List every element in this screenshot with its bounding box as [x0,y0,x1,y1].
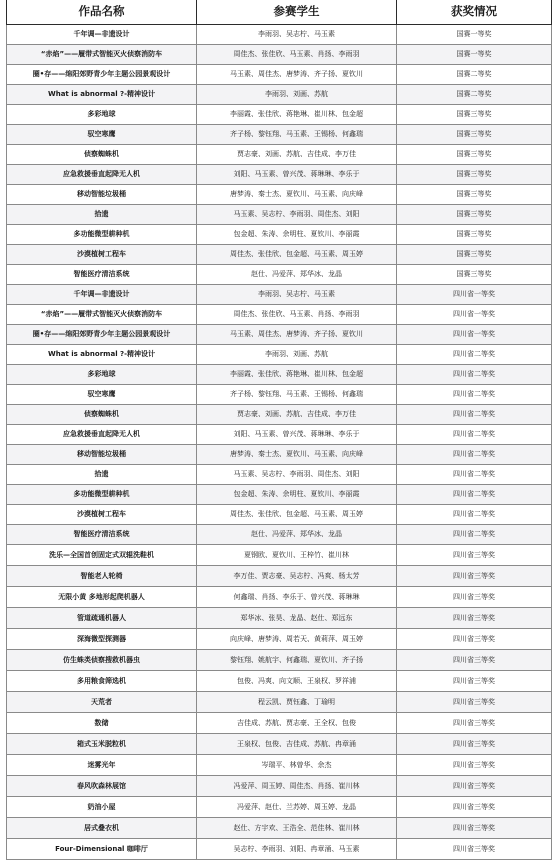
work-name-cell: 仿生蛛类侦察搜救机器虫 [7,650,197,671]
award-cell: 四川省三等奖 [397,713,552,734]
work-name-cell: 沙漠植树工程车 [7,505,197,525]
table-row [7,587,552,608]
work-name-cell: 圈•存——绵阳郊野青少年主题公园景观设计 [7,325,197,345]
table-row [7,385,552,405]
award-cell: 四川省二等奖 [397,485,552,505]
work-name-cell: 多功能微型耕种机 [7,225,197,245]
work-name-cell: 箱式玉米脱粒机 [7,734,197,755]
students-cell: 王泉权、包俊、吉佳成、苏航、冉章涌 [197,734,397,755]
table-row [7,405,552,425]
award-cell: 四川省二等奖 [397,445,552,465]
table-row [7,185,552,205]
table-row [7,839,552,860]
students-cell: 马玉素、吴志柠、李雨羽、周佳杰、刘阳 [197,465,397,485]
students-cell: 李丽霞、张佳欣、蒋艳琳、崔川林、包金超 [197,105,397,125]
award-cell: 国赛三等奖 [397,225,552,245]
table-row [7,608,552,629]
students-cell: 赵仕、方宇欢、王浩全、范佳林、崔川林 [197,818,397,839]
students-cell: 刘阳、马玉素、曾兴茂、蒋琳琳、李乐于 [197,165,397,185]
table-row [7,671,552,692]
table-row [7,265,552,285]
work-name-cell: 智能医疗清洁系统 [7,525,197,545]
students-cell: 贾志豪、刘画、苏航、吉佳成、李万佳 [197,405,397,425]
award-cell: 国赛三等奖 [397,105,552,125]
work-name-cell: 数储 [7,713,197,734]
award-cell: 国赛二等奖 [397,85,552,105]
students-cell: 齐子杨、黎钰翔、马玉素、王锡杨、何鑫瑞 [197,125,397,145]
award-cell: 四川省二等奖 [397,505,552,525]
work-name-cell: 深海微型探测器 [7,629,197,650]
table-row [7,65,552,85]
students-cell: 程云凯、贾钰鑫、丁瑜明 [197,692,397,713]
work-name-cell: 春风吹森林展馆 [7,776,197,797]
work-name-cell: What is abnormal ?-精神设计 [7,345,197,365]
header-award: 获奖情况 [397,0,552,25]
work-name-cell: 圈•存——绵阳郊野青少年主题公园景观设计 [7,65,197,85]
award-cell: 四川省三等奖 [397,650,552,671]
students-cell: 李万佳、贾志豪、吴志柠、冯爽、杨太芳 [197,566,397,587]
award-cell: 四川省三等奖 [397,692,552,713]
header-work-name: 作品名称 [7,0,197,25]
students-cell: 何鑫瑞、肖扬、李乐于、曾兴茂、蒋琳琳 [197,587,397,608]
work-name-cell: 应急救援垂直起降无人机 [7,425,197,445]
work-name-cell: 多彩地球 [7,105,197,125]
table-row [7,125,552,145]
table-row [7,485,552,505]
students-cell: 周佳杰、张佳欣、马玉素、肖扬、李雨羽 [197,305,397,325]
table-row [7,713,552,734]
table-row [7,797,552,818]
table-row [7,566,552,587]
students-cell: 马玉素、周佳杰、唐梦涛、齐子扬、夏钦川 [197,325,397,345]
table-row [7,165,552,185]
award-cell: 四川省一等奖 [397,325,552,345]
students-cell: 郑华冰、张昊、龙晶、赵仕、郑远东 [197,608,397,629]
table-row [7,205,552,225]
award-cell: 四川省三等奖 [397,839,552,860]
award-cell: 四川省一等奖 [397,285,552,305]
work-name-cell: 多彩地球 [7,365,197,385]
award-cell: 四川省三等奖 [397,629,552,650]
work-name-cell: “赤焰”——履带式智能灭火侦察消防车 [7,305,197,325]
award-cell: 四川省一等奖 [397,305,552,325]
students-cell: 吉佳成、苏航、贾志豪、王全权、包俊 [197,713,397,734]
table-row [7,755,552,776]
work-name-cell: 智能医疗清洁系统 [7,265,197,285]
students-cell: 吴志柠、李雨羽、刘阳、冉章涌、马玉素 [197,839,397,860]
students-cell: 赵仕、冯爱萍、郑华冰、龙晶 [197,525,397,545]
work-name-cell: 移动智能垃圾桶 [7,445,197,465]
table-row [7,525,552,545]
table-row [7,285,552,305]
award-cell: 国赛二等奖 [397,65,552,85]
table-row [7,425,552,445]
table-row [7,245,552,265]
students-cell: 李雨羽、吴志柠、马玉素 [197,285,397,305]
table-header [7,0,552,25]
awards-table [6,0,552,860]
award-cell: 四川省二等奖 [397,345,552,365]
students-cell: 刘阳、马玉素、曾兴茂、蒋琳琳、李乐于 [197,425,397,445]
header-row [7,0,552,25]
award-cell: 四川省三等奖 [397,671,552,692]
work-name-cell: 移动智能垃圾桶 [7,185,197,205]
students-cell: 齐子杨、黎钰翔、马玉素、王锡杨、何鑫瑞 [197,385,397,405]
award-cell: 四川省三等奖 [397,734,552,755]
award-cell: 四川省三等奖 [397,818,552,839]
table-row [7,105,552,125]
students-cell: 夏钢欧、夏钦川、王梓竹、崔川林 [197,545,397,566]
work-name-cell: 多用粮食筛选机 [7,671,197,692]
work-name-cell: 侦察蜘蛛机 [7,405,197,425]
students-cell: 黎钰翔、姚航宇、何鑫瑞、夏钦川、齐子扬 [197,650,397,671]
award-cell: 四川省二等奖 [397,405,552,425]
work-name-cell: 驭空寒鹰 [7,125,197,145]
students-cell: 向庆峰、唐梦涛、周若天、黄莉萍、周玉婷 [197,629,397,650]
table-row [7,692,552,713]
table-row [7,225,552,245]
table-row [7,45,552,65]
students-cell: 周佳杰、张佳欣、马玉素、肖扬、李雨羽 [197,45,397,65]
table-row [7,145,552,165]
award-cell: 国赛一等奖 [397,45,552,65]
students-cell: 冯爱萍、周玉婷、周佳杰、肖扬、崔川林 [197,776,397,797]
header-students: 参赛学生 [197,0,397,25]
students-cell: 李雨羽、刘画、苏航 [197,85,397,105]
work-name-cell: 管道疏通机器人 [7,608,197,629]
work-name-cell: Four-Dimensional 咖啡厅 [7,839,197,860]
award-cell: 国赛三等奖 [397,185,552,205]
table-row [7,505,552,525]
work-name-cell: “赤焰”——履带式智能灭火侦察消防车 [7,45,197,65]
work-name-cell: 洗乐—全国首创固定式双辊洗鞋机 [7,545,197,566]
work-name-cell: 拾遗 [7,465,197,485]
work-name-cell: 应急救援垂直起降无人机 [7,165,197,185]
work-name-cell: 沙漠植树工程车 [7,245,197,265]
award-cell: 国赛三等奖 [397,265,552,285]
students-cell: 唐梦涛、秦士杰、夏钦川、马玉素、向庆峰 [197,185,397,205]
students-cell: 岑瑞平、林曾华、余杰 [197,755,397,776]
award-cell: 四川省三等奖 [397,776,552,797]
table-row [7,465,552,485]
award-cell: 四川省三等奖 [397,566,552,587]
award-cell: 四川省三等奖 [397,545,552,566]
table-body [7,25,552,860]
award-cell: 国赛三等奖 [397,205,552,225]
award-cell: 四川省二等奖 [397,465,552,485]
work-name-cell: 天荒者 [7,692,197,713]
award-cell: 四川省三等奖 [397,608,552,629]
award-cell: 四川省三等奖 [397,587,552,608]
table-row [7,629,552,650]
table-row [7,650,552,671]
award-cell: 国赛三等奖 [397,245,552,265]
table-row [7,734,552,755]
award-cell: 国赛一等奖 [397,25,552,45]
table-row [7,325,552,345]
students-cell: 周佳杰、张佳欣、包金超、马玉素、周玉婷 [197,505,397,525]
students-cell: 周佳杰、张佳欣、包金超、马玉素、周玉婷 [197,245,397,265]
students-cell: 贾志豪、刘画、苏航、吉佳成、李万佳 [197,145,397,165]
table-row [7,305,552,325]
award-cell: 四川省二等奖 [397,385,552,405]
table-row [7,545,552,566]
students-cell: 马玉素、吴志柠、李雨羽、周佳杰、刘阳 [197,205,397,225]
work-name-cell: What is abnormal ?-精神设计 [7,85,197,105]
award-cell: 国赛三等奖 [397,165,552,185]
work-name-cell: 千年调—非遗设计 [7,25,197,45]
work-name-cell: 侦察蜘蛛机 [7,145,197,165]
award-cell: 四川省二等奖 [397,525,552,545]
students-cell: 包金超、朱涛、余明柱、夏钦川、李丽霞 [197,225,397,245]
award-cell: 国赛三等奖 [397,145,552,165]
work-name-cell: 无限小黄 多地形起爬机器人 [7,587,197,608]
work-name-cell: 拾遗 [7,205,197,225]
table-row [7,776,552,797]
students-cell: 李丽霞、张佳欣、蒋艳琳、崔川林、包金超 [197,365,397,385]
students-cell: 包金超、朱涛、余明柱、夏钦川、李丽霞 [197,485,397,505]
work-name-cell: 智能老人轮椅 [7,566,197,587]
award-cell: 四川省二等奖 [397,425,552,445]
students-cell: 李雨羽、吴志柠、马玉素 [197,25,397,45]
students-cell: 包俊、冯爽、向文顺、王泉权、罗祥浦 [197,671,397,692]
work-name-cell: 多功能微型耕种机 [7,485,197,505]
table-row [7,25,552,45]
table-row [7,345,552,365]
table-row [7,445,552,465]
work-name-cell: 千年调—非遗设计 [7,285,197,305]
work-name-cell: 奶油小屋 [7,797,197,818]
students-cell: 马玉素、周佳杰、唐梦涛、齐子扬、夏钦川 [197,65,397,85]
award-cell: 国赛三等奖 [397,125,552,145]
students-cell: 冯爱萍、赵仕、兰苏婷、周玉婷、龙晶 [197,797,397,818]
award-cell: 四川省三等奖 [397,797,552,818]
students-cell: 赵仕、冯爱萍、郑华冰、龙晶 [197,265,397,285]
award-cell: 四川省三等奖 [397,755,552,776]
table-row [7,818,552,839]
work-name-cell: 驭空寒鹰 [7,385,197,405]
students-cell: 李雨羽、刘画、苏航 [197,345,397,365]
students-cell: 唐梦涛、秦士杰、夏钦川、马玉素、向庆峰 [197,445,397,465]
work-name-cell: 居式叠衣机 [7,818,197,839]
work-name-cell: 迷雾光年 [7,755,197,776]
table-row [7,85,552,105]
table-row [7,365,552,385]
award-cell: 四川省二等奖 [397,365,552,385]
